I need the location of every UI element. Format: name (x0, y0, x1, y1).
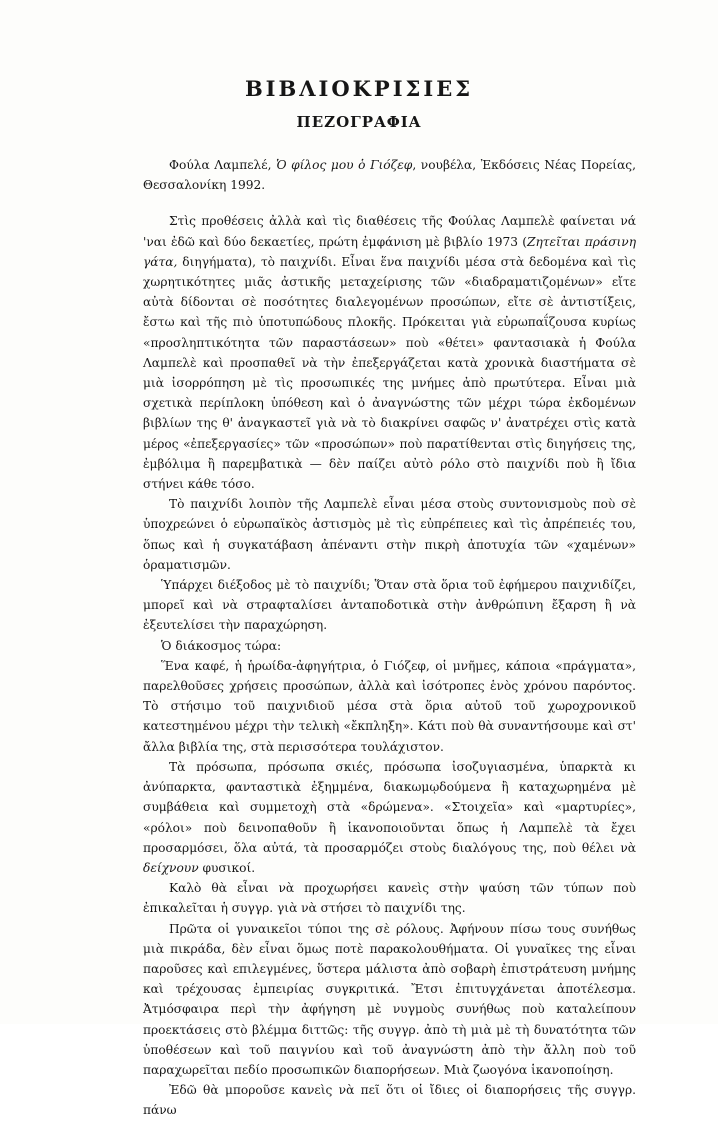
paragraph-7: Καλὸ θὰ εἶναι νὰ προχωρήσει κανεὶς στὴν ψαύση τῶν τύπων ποὺ ἐπικαλεῖται ἡ συγγρ. γιὰ νὰ στήσει τὸ παιχνίδι της. (143, 881, 636, 916)
paragraph-2: Τὸ παιχνίδι λοιπὸν τῆς Λαμπελὲ εἶναι μέσα στοὺς συντονισμοὺς ποὺ σὲ ὑποχρεώνει ὁ εὐρωπαϊκὸς ἀστισμὸς μὲ τὶς εὐπρέπειες καὶ τὶς ἀπρέπειές του, ὅπως καὶ ἡ συγκατάβαση ἀπέναντι στὴν πικρὴ ἀποτυχία τῶν «χαμένων» ὁραματισμῶν. (143, 497, 636, 572)
bibliographic-entry (143, 155, 636, 195)
paragraph-6-italic: δείχνουν (143, 860, 199, 875)
book-author: Φούλα Λαμπελέ, (169, 158, 277, 172)
paragraph-6-text-b: φυσικοί. (198, 860, 256, 875)
paragraph-6 (143, 757, 636, 878)
paragraph-8: Πρῶτα οἱ γυναικεῖοι τύποι της σὲ ρόλους. Ἀφήνουν πίσω τους συνήθως μιὰ πικράδα, δὲν εἶναι ὅμως ποτὲ παρακολουθήματα. Οἱ γυναῖκες της εἶναι παροῦσες καὶ επιλεγμένες, ὕστερα μάλιστα ἀπὸ σοβαρὴ ἐπιστράτευση μνήμης καὶ τρέχουσας ἐμπειρίας συγκριτικά. Ἔτσι ἐπιτυγχάνεται ἀποτέλεσμα. Ἀτμόσφαιρα περὶ τὴν ἀφήγηση μὲ νυγμοὺς συνήθως ποὺ καταλείπουν προεκτάσεις στὸ βλέμμα διττῶς: τῆς συγγρ. ἀπὸ τὴ μιὰ μὲ τὴ δυνατότητα τῶν ὑποθέσεων καὶ τοῦ παιγνίου καὶ τοῦ ἀναγνώστη ἀπὸ τὴν ἄλλη ποὺ τοῦ παραχωρεῖται πεδίο προσωπικῶν διαπορήσεων. Μιὰ ζωογόνα ἱκανοποίηση. (143, 921, 636, 1077)
paragraph-1-text-a: Στὶς προθέσεις ἀλλὰ καὶ τὶς διαθέσεις τῆς Φούλας Λαμπελὲ φαίνεται νά 'ναι ἐδῶ καὶ δύο δεκαετίες, πρώτη ἐμφάνιση μὲ βιβλίο 1973 ( (143, 214, 636, 249)
paragraph-4: Ὁ διάκοσμος τώρα: (161, 638, 282, 653)
paragraph-1-text-b: διηγήματα), τὸ παιχνίδι. Εἶναι ἕνα παιχνίδι μέσα στὰ δεδομένα καὶ τὶς χωρητικότητες μιᾶς ἀστικῆς μεταχείρισης τῶν «διαδραματιζομένων» εἴτε αὐτὰ δίδονται σὲ ποσότητες διαλεγομένων προσώπων, εἴτε σὲ ἀντιστίξεις, ἔστω καὶ τῆς πιὸ ὑποτυπώδους πλοκῆς. Πρόκειται γιὰ εὐρωπαΐζουσα κυρίως «προσληπτικότητα τῶν παραστάσεων» ποὺ «θέτει» φαντασιακὰ ἡ Φούλα Λαμπελὲ καὶ προσπαθεῖ νὰ τὴν ἐπεξεργάζεται κατὰ χρονικὰ διαστήματα σὲ μιὰ ἰσορρόπηση μὲ τὶς προσωπικές της μνήμες ἀπὸ πρωτύτερα. Εἶναι μιὰ σχετικὰ περίπλοκη ὑπόθεση καὶ ὁ ἀναγνώστης τῶν μέχρι τώρα ἐκδομένων βιβλίων της θ' ἀναγκαστεῖ γιὰ νὰ τὸ διακρίνει σαφῶς ν' ἀνατρέχει στὶς κατὰ μέρος «ἐπεξεργασίες» τῶν «προσώπων» ποὺ παρατίθενται στὶς διηγήσεις της, ἐμβόλιμα ἢ παρεμβατικὰ — δὲν παίζει αὐτὸ ρόλο στὸ παιχνίδι ποὺ ἢ ἴδια στήνει κάθε τόσο. (143, 254, 636, 492)
section-title: ΒΙΒΛΙΟΚΡΙΣΙΕΣ (244, 76, 474, 101)
review-text (143, 155, 636, 1121)
paragraph-3: Ὑπάρχει διέξοδος μὲ τὸ παιχνίδι; Ὅταν στὰ ὅρια τοῦ ἐφήμερου παιχνιδίζει, μπορεῖ καὶ νὰ στραφταλίσει ἀνταποδοτικὰ στὴν ἀνθρώπινη ἔξαρση ἢ νὰ ἐξευτελίσει τὴν παραχώρηση. (143, 578, 636, 633)
paragraph-6-text-a: Τὰ πρόσωπα, πρόσωπα σκιές, πρόσωπα ἰσοζυγιασμένα, ὑπαρκτὰ κι ἀνύπαρκτα, φανταστικὰ ἐξημμένα, διακωμῳδούμενα ἢ καταχωρημένα μὲ συμβάθεια καὶ συμμετοχὴ στὰ «δρώμενα». «Στοιχεῖα» καὶ «μαρτυρίες», «ρόλοι» ποὺ δεινοπαθοῦν ἢ ἱκανοποιοῦνται ὅπως ἡ Λαμπελὲ τὰ ἔχει προσαρμόσει, ὅλα αὐτά, τὰ προσαρμόζει στοὺς διαλόγους της, ποὺ θέλει νὰ (143, 759, 636, 855)
paragraph-9: Ἐδῶ θὰ μποροῦσε κανεὶς νὰ πεῖ ὅτι οἱ ἴδιες οἱ διαπορήσεις τῆς συγγρ. πάνω (143, 1083, 636, 1118)
paragraph-1 (143, 211, 636, 494)
paragraph-1-italic: Ζητεῖται πράσινη γάτα, (143, 234, 637, 269)
paragraph-5: Ἕνα καφέ, ἡ ἡρωίδα-ἀφηγήτρια, ὁ Γιόζεφ, οἱ μνῆμες, κάποια «πράγματα», παρελθοῦσες χρήσεις προσώπων, ἀλλὰ καὶ ἰσότροπες ἑνὸς χρόνου παρόντος. Τὸ στήσιμο τοῦ παιχνιδιοῦ μέσα στὰ ὅρια αὐτοῦ τοῦ χωροχρονικοῦ κατεστημένου μέχρι τὴν τελικὴ «ἔκπληξη». Κάτι ποὺ θὰ συναντήσουμε καὶ στ' ἄλλα βιβλία της, στὰ περισσότερα τουλάχιστον. (143, 658, 636, 754)
section-subtitle: ΠΕΖΟΓΡΑΦΙΑ (296, 113, 422, 131)
book-title: Ὁ φίλος μου ὁ Γιόζεφ (276, 158, 413, 172)
book-publication: , νουβέλα, Ἐκδόσεις Νέας Πορείας, Θεσσαλονίκη 1992. (143, 158, 636, 193)
